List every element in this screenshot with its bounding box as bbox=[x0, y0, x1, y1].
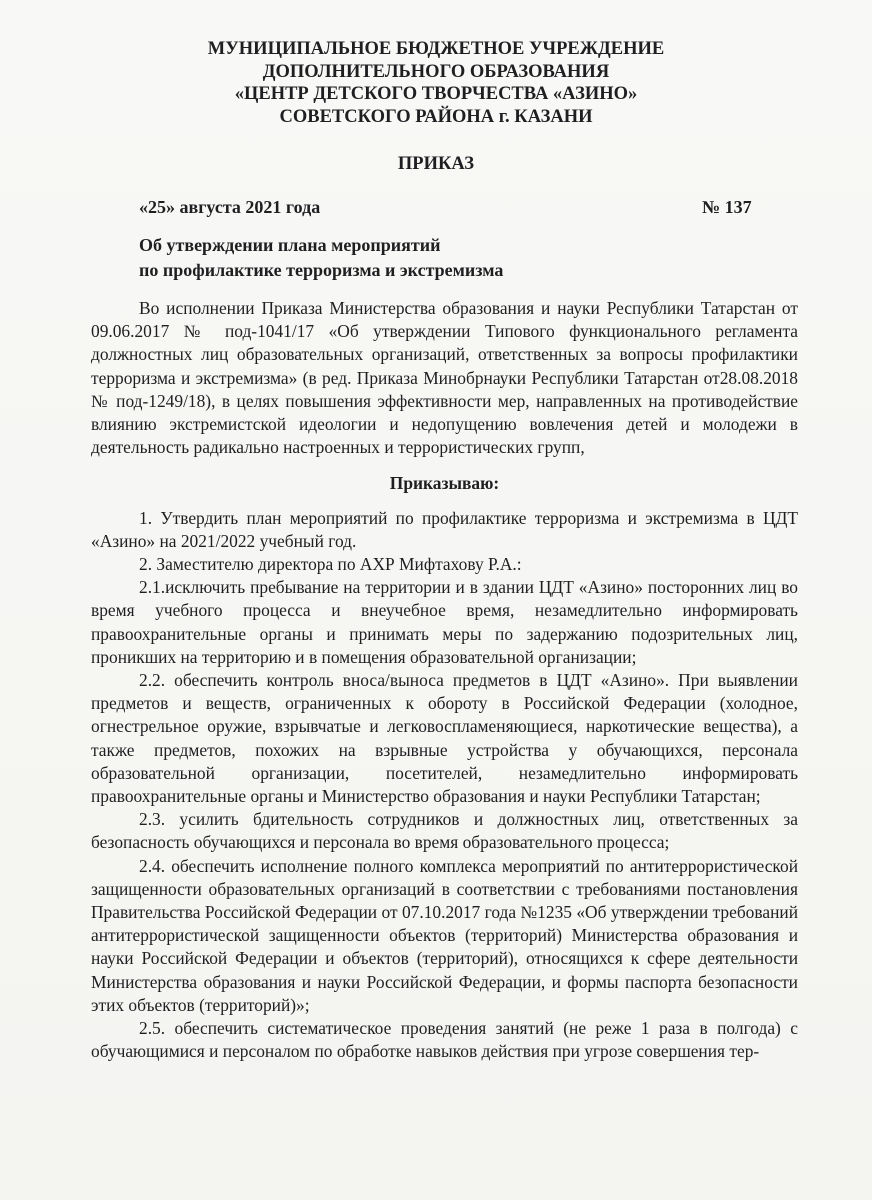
document-subject bbox=[139, 233, 503, 283]
organization-header bbox=[0, 38, 872, 128]
order-item: 2.2. обеспечить контроль вноса/выноса предметов в ЦДТ «Азино». При выявлении предметов и веществ, ограниченных к обороту в Российской Федерации (холодное, огнестрельное оружие, взрывчатые и легковоспламеняющиеся, наркотические вещества), а также предметов, похожих на взрывные устройства у обучающихся, персонала образовательной организации, посетителей, незамедлительно информировать правоохранительные органы и Министерство образования и науки Республики Татарстан; bbox=[91, 670, 798, 807]
order-item: 1. Утвердить план мероприятий по профилактике терроризма и экстремизма в ЦДТ «Азино» на 2021/2022 учебный год. bbox=[91, 507, 798, 551]
order-item: 2.3. усилить бдительность сотрудников и должностных лиц, ответственных за безопасность обучающихся и персонала во время образовательного процесса; bbox=[91, 809, 798, 853]
header-line: МУНИЦИПАЛЬНОЕ БЮДЖЕТНОЕ УЧРЕЖДЕНИЕ bbox=[207, 39, 665, 59]
preamble-paragraph: Во исполнении Приказа Министерства образования и науки Республики Татарстан от 09.06.2017 № под-1041/17 «Об утверждении Типового функционального регламента должностных лиц образовательных организаций, ответственных за вопросы профилактики терроризма и экстремизма» (в ред. Приказа Минобрнауки Республики Татарстан от28.08.2018 № под-1249/18), в целях повышения эффективности мер, направленных на противодействие влиянию экстремистской идеологии и недопущению вовлечения детей и молодежи в деятельность радикально настроенных и террористических групп, bbox=[91, 298, 798, 458]
order-heading: Приказываю: bbox=[389, 473, 500, 494]
document-body bbox=[91, 297, 798, 1064]
subject-line: по профилактике терроризма и экстремизма bbox=[139, 260, 504, 280]
order-item: 2.1.исключить пребывание на территории и в здании ЦДТ «Азино» посторонних лиц во время учебного процесса и внеучебное время, незамедлительно информировать правоохранительные органы и принимать меры по задержанию подозрительных лиц, проникших на территорию и в помещения образовательной организации; bbox=[91, 577, 798, 667]
document-number: № 137 bbox=[702, 197, 752, 217]
header-line: ДОПОЛНИТЕЛЬНОГО ОБРАЗОВАНИЯ bbox=[262, 61, 610, 82]
header-line: «ЦЕНТР ДЕТСКОГО ТВОРЧЕСТВА «АЗИНО» bbox=[234, 84, 638, 104]
document-title: ПРИКАЗ bbox=[397, 154, 475, 174]
order-item: 2.5. обеспечить систематическое проведения занятий (не реже 1 раза в полгода) с обучающимися и персоналом по обработке навыков действия при угрозе совершения тер- bbox=[91, 1018, 798, 1062]
subject-line: Об утверждении плана мероприятий bbox=[139, 235, 441, 255]
document-date: «25» августа 2021 года bbox=[139, 197, 321, 217]
order-item: 2. Заместителю директора по АХР Мифтахову Р.А.: bbox=[139, 554, 522, 575]
header-line: СОВЕТСКОГО РАЙОНА г. КАЗАНИ bbox=[279, 106, 593, 127]
order-item: 2.4. обеспечить исполнение полного комплекса мероприятий по антитеррористической защищенности образовательных организаций в соответствии с требованиями постановления Правительства Российской Федерации от 07.10.2017 года №1235 «Об утверждении требований антитеррористической защищенности объектов (территорий) Министерства образования и науки Российской Федерации и объектов (территорий), относящихся к сфере деятельности Министерства образования и науки Российской Федерации, и формы паспорта безопасности этих объектов (территорий)»; bbox=[91, 855, 798, 1015]
